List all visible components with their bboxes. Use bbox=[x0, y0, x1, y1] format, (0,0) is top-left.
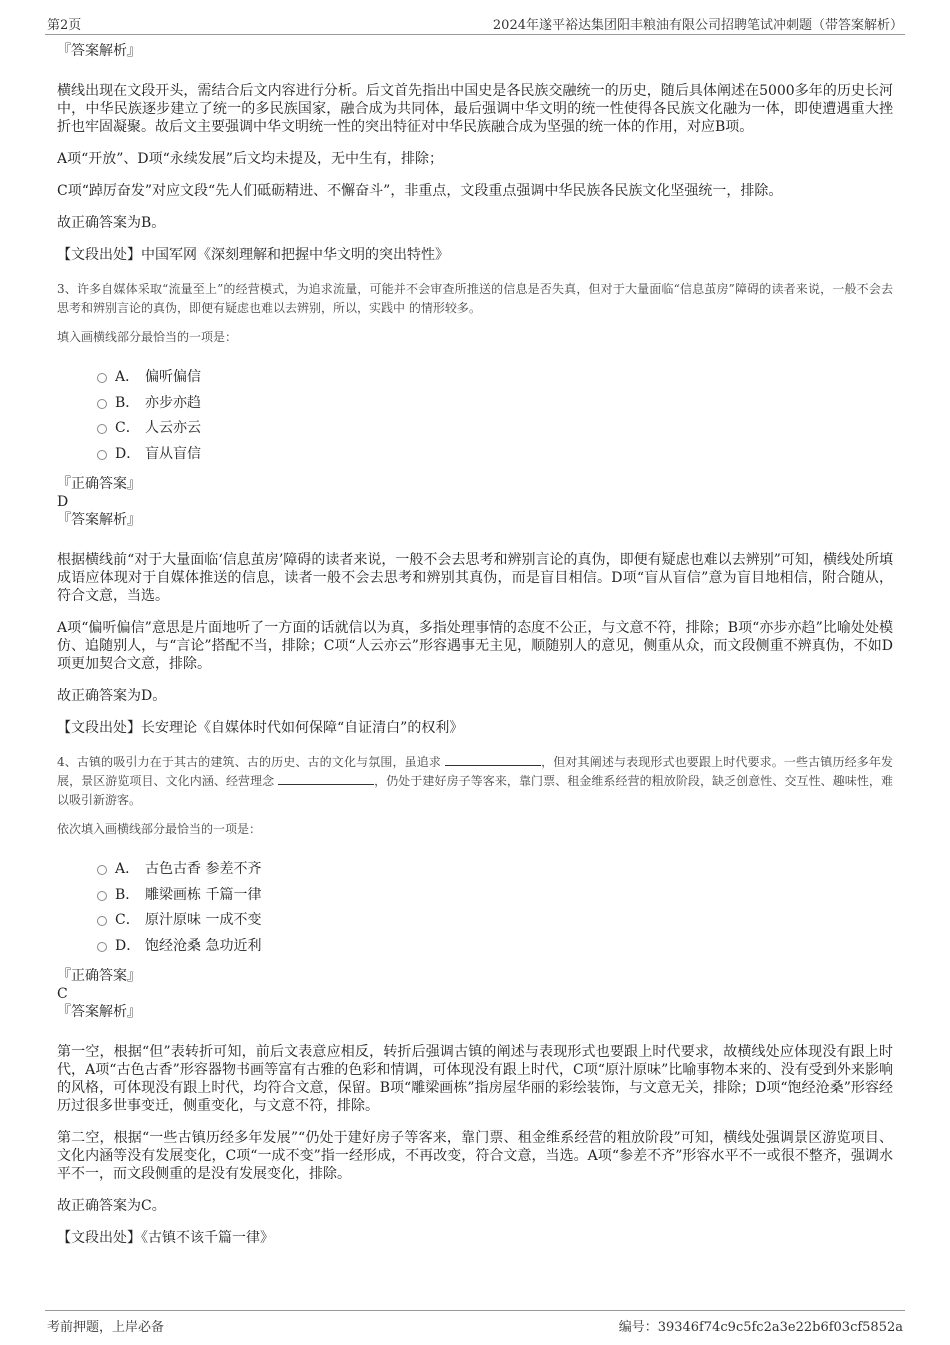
radio-icon[interactable] bbox=[97, 373, 107, 383]
page-content bbox=[57, 42, 893, 1263]
analysis-paragraph: 横线出现在文段开头，需结合后文内容进行分析。后文首先指出中国史是各民族交融统一的历史，随后具体阐述在5000多年的历史长河中，中华民族逐步建立了统一的多民族国家，融合成为共同体，最后强调中华文明的统一性使得各民族文化融为一体，即使遭遇重大挫折也牢固凝聚。故后文主要强调中华文明统一性的突出特征对中华民族融合成为坚强的统一体的作用，对应B项。 bbox=[57, 83, 893, 135]
analysis-conclusion: 故正确答案为D。 bbox=[57, 688, 167, 704]
analysis-paragraph: C项“踔厉奋发”对应文段“先人们砥砺精进、不懈奋斗”，非重点，文段重点强调中华民族各民族文化坚强统一，排除。 bbox=[57, 183, 783, 199]
document-id: 编号：39346f74c9c5fc2a3e22b6f03cf5852a bbox=[618, 1320, 903, 1335]
radio-icon[interactable] bbox=[97, 450, 107, 460]
option-d[interactable]: D． 盲从盲信 bbox=[97, 442, 893, 468]
radio-icon[interactable] bbox=[97, 891, 107, 901]
analysis-paragraph: 根据横线前“对于大量面临‘信息茧房’障碍的读者来说，一般不会去思考和辨别言论的真伪，即便有疑虑也难以去辨别”可知，横线处所填成语应体现对于自媒体推送的信息，读者一般不会去思考和辨别其真伪，而是盲目相信。D项“盲从盲信”意为盲目地相信，附合随从，符合文意，当选。 bbox=[57, 552, 893, 604]
radio-icon[interactable] bbox=[97, 399, 107, 409]
option-c[interactable]: C． 人云亦云 bbox=[97, 416, 893, 442]
correct-answer-label: 『正确答案』 bbox=[57, 476, 141, 492]
analysis-paragraph: A项“开放”、D项“永续发展”后文均未提及，无中生有，排除； bbox=[57, 151, 443, 167]
answer-blank bbox=[445, 753, 541, 766]
question-stem: 4、古镇的吸引力在于其古的建筑、古的历史、古的文化与氛围，虽追求 ，但对其阐述与表现形式也要跟上时代要求。一些古镇历经多年发展，景区游览项目、文化内涵、经营理念 ，仍处于建好房子等客来，靠门票、租金维系经营的粗放阶段，缺乏创意性、交互性、趣味性，难以吸引新游客。 bbox=[57, 755, 893, 807]
correct-answer-value: C bbox=[57, 986, 68, 1002]
option-list bbox=[97, 365, 893, 467]
analysis-paragraph: 第二空，根据“一些古镇历经多年发展”“仍处于建好房子等客来，靠门票、租金维系经营的粗放阶段”可知，横线处强调景区游览项目、文化内涵等没有发展变化，C项“一成不变”指一经形成，不再改变，符合文意，当选。A项“参差不齐”形容水平不一或很不整齐，强调水平不一，而文段侧重的是没有发展变化，排除。 bbox=[57, 1130, 893, 1182]
correct-answer-label: 『正确答案』 bbox=[57, 968, 141, 984]
source-citation: 【文段出处】长安理论《自媒体时代如何保障“自证清白”的权利》 bbox=[57, 720, 464, 736]
page-header bbox=[45, 12, 905, 35]
option-c[interactable]: C． 原汁原味 一成不变 bbox=[97, 908, 893, 934]
option-list bbox=[97, 857, 893, 959]
correct-answer-value: D bbox=[57, 494, 69, 510]
footer-slogan: 考前押题，上岸必备 bbox=[47, 1320, 165, 1335]
page-number: 第2页 bbox=[47, 18, 82, 33]
analysis-label: 『答案解析』 bbox=[57, 1004, 141, 1020]
document-title: 2024年遂平裕达集团阳丰粮油有限公司招聘笔试冲刺题（带答案解析） bbox=[492, 18, 903, 33]
source-citation: 【文段出处】《古镇不该千篇一律》 bbox=[57, 1230, 274, 1246]
option-b[interactable]: B． 雕梁画栋 千篇一律 bbox=[97, 883, 893, 909]
option-d[interactable]: D． 饱经沧桑 急功近利 bbox=[97, 934, 893, 960]
question-instruction: 依次填入画横线部分最恰当的一项是： bbox=[57, 822, 262, 836]
analysis-label: 『答案解析』 bbox=[57, 512, 141, 528]
analysis-paragraph: A项“偏听偏信”意思是片面地听了一方面的话就信以为真，多指处理事情的态度不公正，与文意不符，排除；B项“亦步亦趋”比喻处处模仿、追随别人，与“言论”搭配不当，排除；C项“人云亦云”形容遇事无主见，顺随别人的意见，侧重从众，而文段侧重不辨真伪，不如D项更加契合文意，排除。 bbox=[57, 620, 893, 672]
page-footer bbox=[45, 1310, 905, 1335]
answer-blank bbox=[278, 772, 374, 785]
question-instruction: 填入画横线部分最恰当的一项是： bbox=[57, 330, 238, 344]
analysis-label: 『答案解析』 bbox=[57, 43, 141, 59]
radio-icon[interactable] bbox=[97, 942, 107, 952]
option-b[interactable]: B． 亦步亦趋 bbox=[97, 391, 893, 417]
analysis-conclusion: 故正确答案为B。 bbox=[57, 215, 166, 231]
source-citation: 【文段出处】中国军网《深刻理解和把握中华文明的突出特性》 bbox=[57, 247, 449, 263]
option-a[interactable]: A． 偏听偏信 bbox=[97, 365, 893, 391]
radio-icon[interactable] bbox=[97, 865, 107, 875]
option-a[interactable]: A． 古色古香 参差不齐 bbox=[97, 857, 893, 883]
analysis-paragraph: 第一空，根据“但”表转折可知，前后文表意应相反，转折后强调古镇的阐述与表现形式也要跟上时代要求，故横线处应体现没有跟上时代，A项“古色古香”形容器物书画等富有古雅的色彩和情调，可体现没有跟上时代，C项“原汁原味”比喻事物本来的、没有受到外来影响的风格，可体现没有跟上时代，均符合文意，保留。B项“雕梁画栋”指房屋华丽的彩绘装饰，与文意无关，排除；D项“饱经沧桑”形容经历过很多世事变迁，侧重变化，与文意不符，排除。 bbox=[57, 1044, 893, 1114]
radio-icon[interactable] bbox=[97, 916, 107, 926]
analysis-conclusion: 故正确答案为C。 bbox=[57, 1198, 166, 1214]
question-stem: 3、许多自媒体采取“流量至上”的经营模式，为追求流量，可能并不会审查所推送的信息是否失真，但对于大量面临“信息茧房”障碍的读者来说，一般不会去思考和辨别言论的真伪，即便有疑虑也难以去辨别，所以，实践中 的情形较多。 bbox=[57, 282, 893, 315]
radio-icon[interactable] bbox=[97, 424, 107, 434]
